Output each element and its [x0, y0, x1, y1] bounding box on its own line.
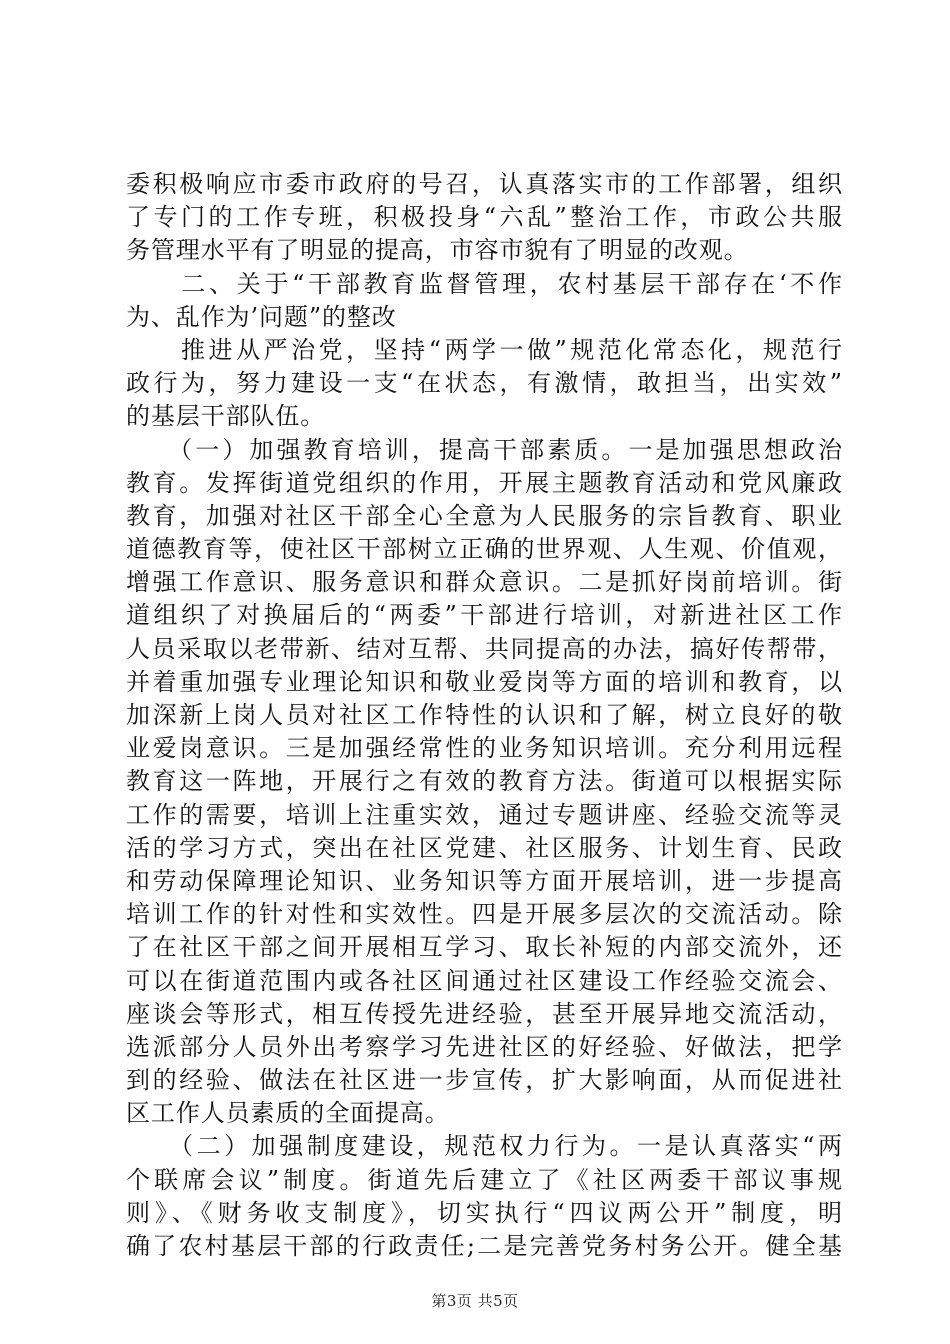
- text-line: 政行为，努力建设一支“在状态，有激情，敢担当，出实效”: [126, 369, 842, 398]
- text-line: 人员采取以老带新、结对互帮、共同提高的办法，搞好传帮带，: [126, 634, 842, 663]
- text-line: 的基层干部队伍。: [126, 402, 326, 431]
- text-line: 选派部分人员外出考察学习先进社区的好经验、好做法，把学: [126, 1032, 842, 1061]
- text-line: 加深新上岗人员对社区工作特性的认识和了解，树立良好的敬: [126, 701, 842, 729]
- text-line: 二、关于“干部教育监督管理，农村基层干部存在‘不作: [126, 269, 842, 298]
- text-line: 并着重加强专业理论知识和敬业爱岗等方面的培训和教育，以: [126, 667, 842, 696]
- text-line: 道德教育等，使社区干部树立正确的世界观、人生观、价值观，: [126, 535, 842, 564]
- body-text: [126, 168, 842, 1263]
- text-line: 务管理水平有了明显的提高，市容市貌有了明显的改观。: [126, 236, 749, 265]
- text-line: 培训工作的针对性和实效性。四是开展多层次的交流活动。除: [126, 900, 842, 929]
- text-line: （一）加强教育培训，提高干部素质。一是加强思想政治: [126, 435, 842, 464]
- text-line: 活的学习方式，突出在社区党建、社区服务、计划生育、民政: [126, 833, 842, 862]
- page-footer: 第3页 共5页: [431, 1292, 519, 1310]
- text-line: 座谈会等形式，相互传授先进经验，甚至开展异地交流活动，: [126, 999, 842, 1028]
- text-line: 了在社区干部之间开展相互学习、取长补短的内部交流外，还: [126, 933, 842, 962]
- text-line: 则》、《财务收支制度》，切实执行“四议两公开”制度，明: [126, 1198, 842, 1227]
- text-line: 个联席会议”制度。街道先后建立了《社区两委干部议事规: [126, 1165, 842, 1194]
- text-line: 为、乱作为’问题”的整改: [126, 302, 397, 331]
- text-line: 增强工作意识、服务意识和群众意识。二是抓好岗前培训。街: [126, 568, 842, 597]
- text-line: 和劳动保障理论知识、业务知识等方面开展培训，进一步提高: [126, 866, 842, 895]
- text-line: 业爱岗意识。三是加强经常性的业务知识培训。充分利用远程: [126, 734, 842, 763]
- text-line: 区工作人员素质的全面提高。: [126, 1099, 450, 1128]
- text-line: 委积极响应市委市政府的号召，认真落实市的工作部署，组织: [126, 170, 842, 198]
- text-line: 教育这一阵地，开展行之有效的教育方法。街道可以根据实际: [126, 767, 842, 796]
- text-line: 教育，加强对社区干部全心全意为人民服务的宗旨教育、职业: [126, 501, 842, 530]
- text-line: 到的经验、做法在社区进一步宣传，扩大影响面，从而促进社: [126, 1066, 842, 1095]
- text-line: 了专门的工作专班，积极投身“六乱”整治工作，市政公共服: [126, 203, 842, 232]
- text-line: 可以在街道范围内或各社区间通过社区建设工作经验交流会、: [126, 966, 842, 995]
- text-line: 确了农村基层干部的行政责任;二是完善党务村务公开。健全基: [126, 1232, 842, 1260]
- text-line: 教育。发挥街道党组织的作用，开展主题教育活动和党风廉政: [126, 468, 842, 497]
- text-line: 工作的需要，培训上注重实效，通过专题讲座、经验交流等灵: [126, 800, 842, 829]
- text-line: （二）加强制度建设，规范权力行为。一是认真落实“两: [126, 1132, 842, 1161]
- text-line: 推进从严治党，坚持“两学一做”规范化常态化，规范行: [126, 335, 842, 364]
- text-line: 道组织了对换届后的“两委”干部进行培训，对新进社区工作: [126, 601, 842, 630]
